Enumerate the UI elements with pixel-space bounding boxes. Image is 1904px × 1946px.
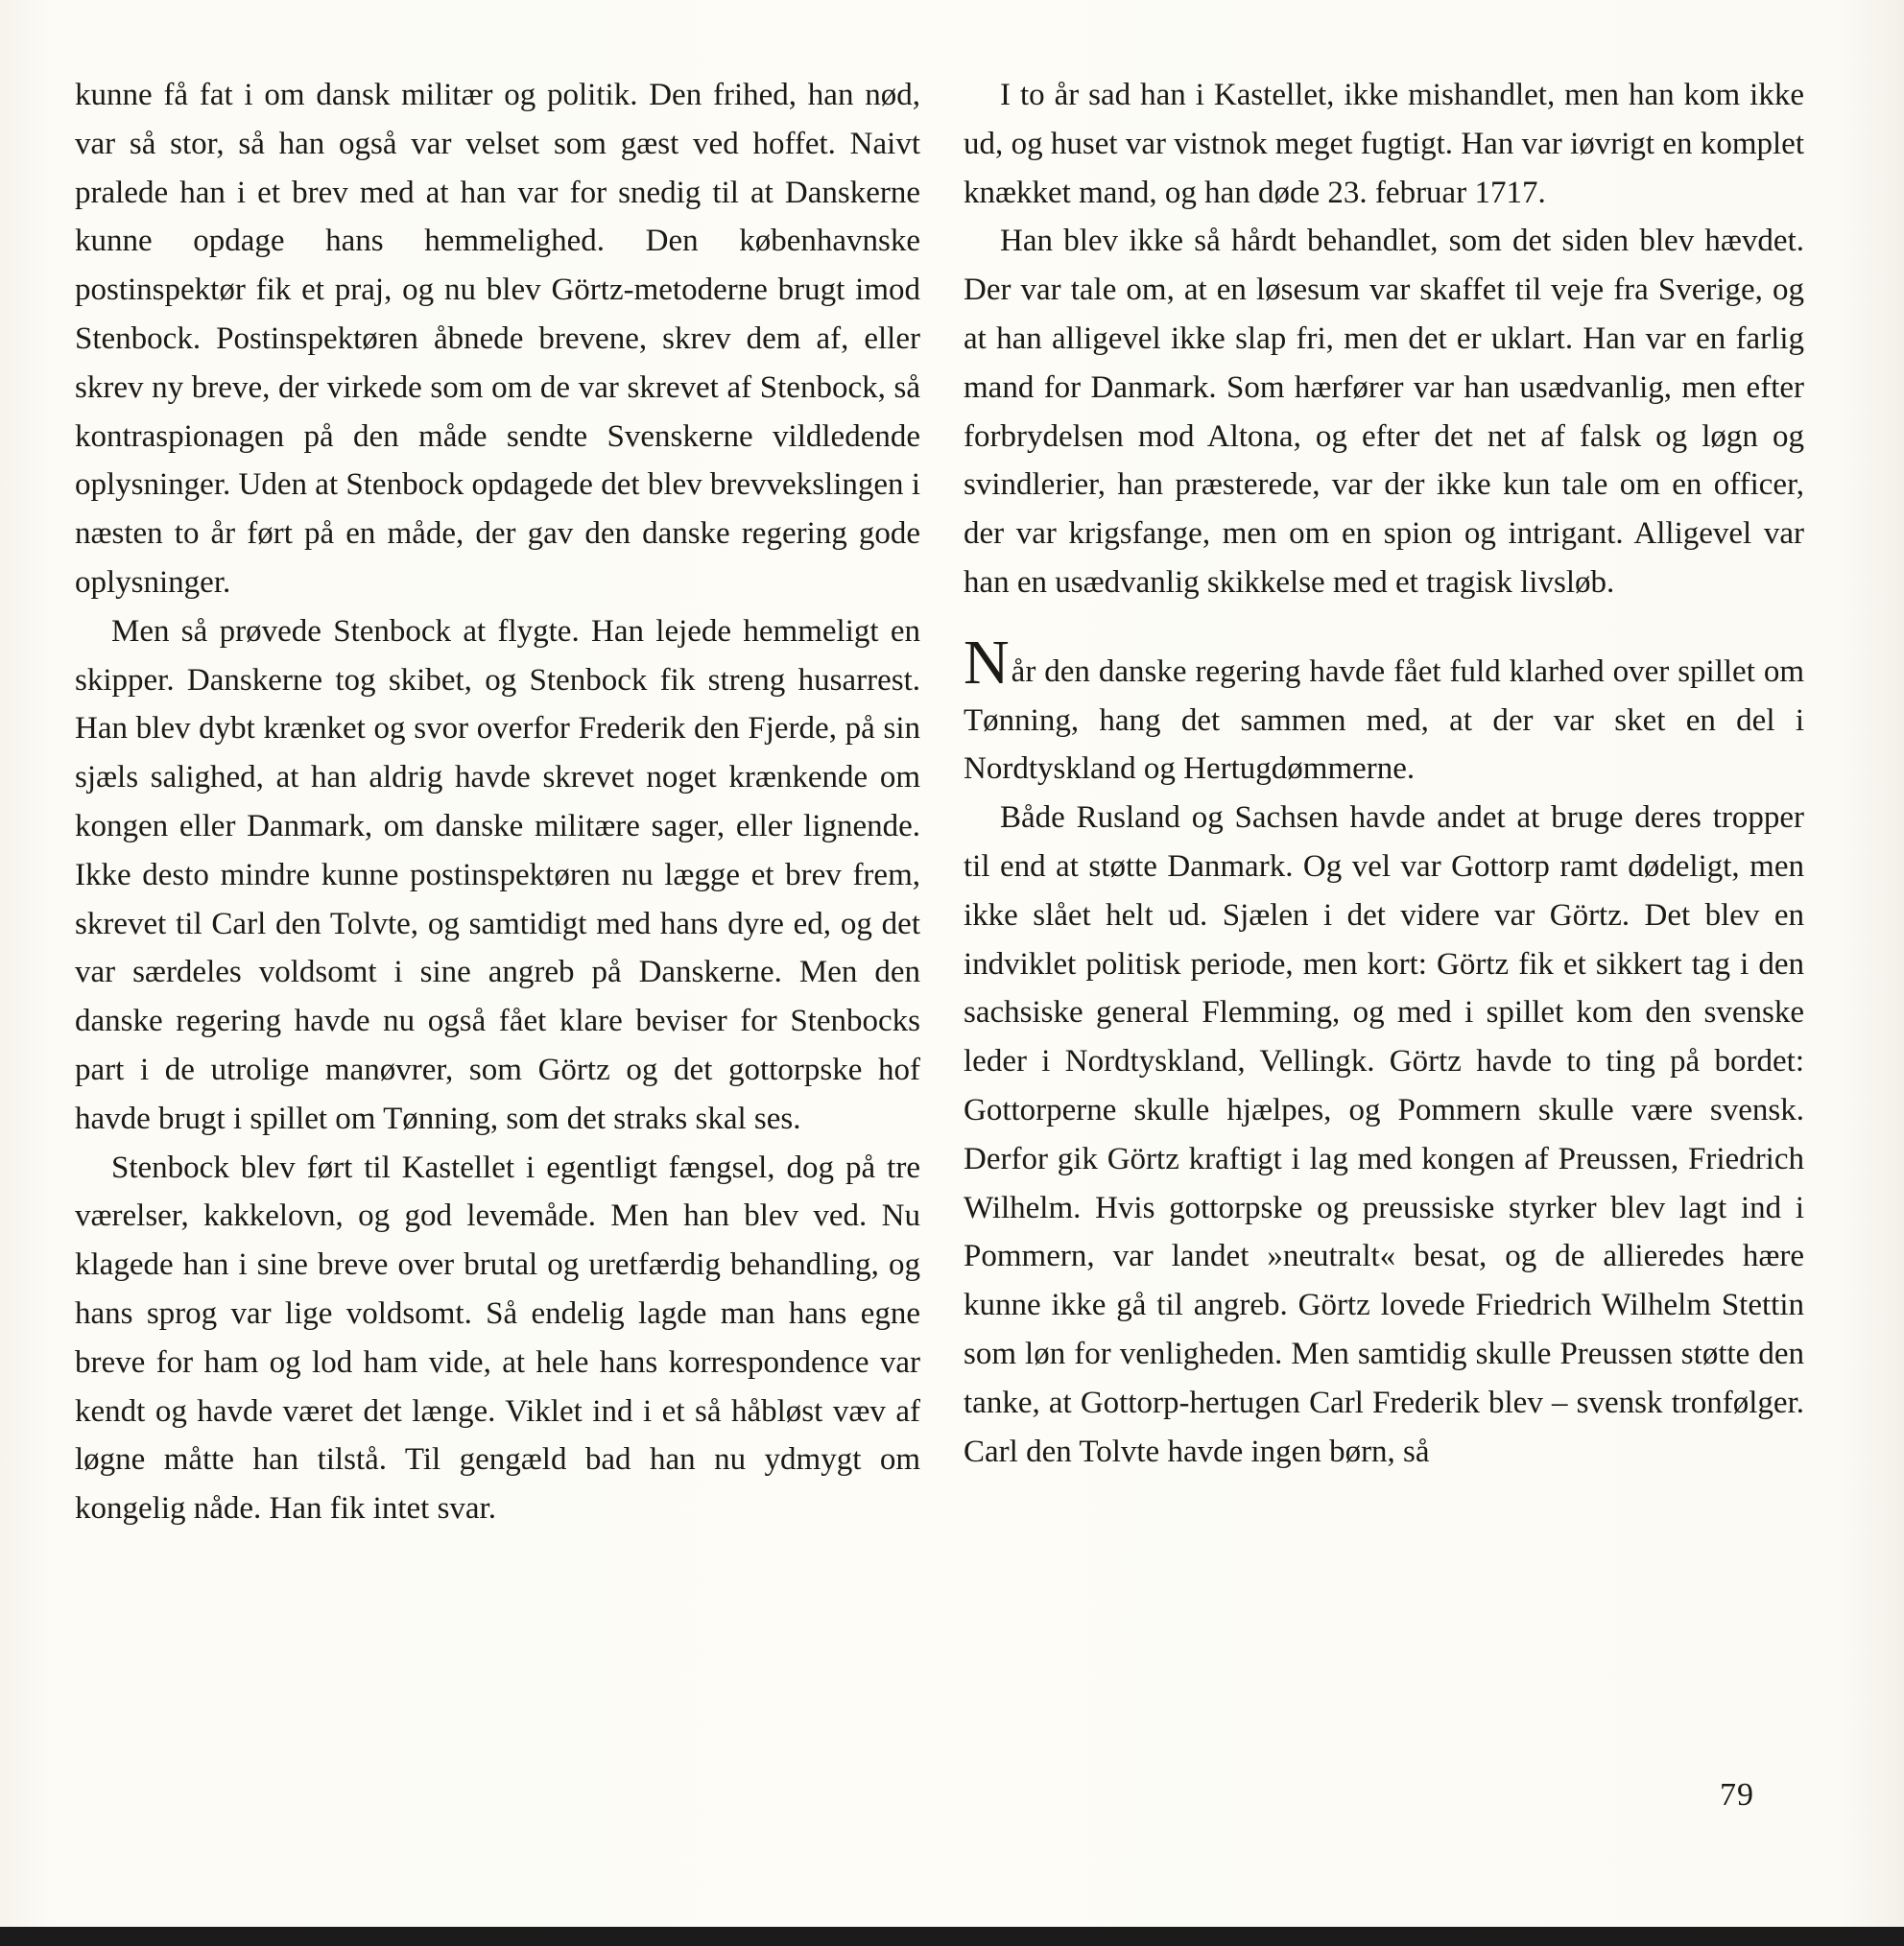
left-text-column	[75, 71, 920, 1533]
left-paragraph-1: kunne få fat i om dansk militær og politik. Den frihed, han nød, var så stor, så han også var velset som gæst ved hoffet. Naivt pralede han i et brev med at han var for snedig til at Danskerne kunne opdage hans hemmelighed. Den københavnske postinspektør fik et praj, og nu blev Görtz-metoderne brugt imod Stenbock. Postinspektøren åbnede brevene, skrev dem af, eller skrev ny breve, der virkede som om de var skrevet af Stenbock, så kontraspionagen på den måde sendte Svenskerne vildledende oplysninger. Uden at Stenbock opdagede det blev brevvekslingen i næsten to år ført på en måde, der gav den danske regering gode oplysninger.	[75, 78, 920, 600]
page-number: 79	[1720, 1777, 1754, 1813]
right-paragraph-1: I to år sad han i Kastellet, ikke mishandlet, men han kom ikke ud, og huset var vistnok meget fugtigt. Han var iøvrigt en komplet knækket mand, og han døde 23. februar 1717.	[964, 78, 1804, 210]
right-text-column	[964, 71, 1804, 1476]
section-first-paragraph	[964, 627, 1804, 794]
bottom-edge-shadow	[0, 1927, 1904, 1946]
drop-cap: N	[964, 627, 1010, 698]
right-paragraph-2: Han blev ikke så hårdt behandlet, som det siden blev hævdet. Der var tale om, at en løsesum var skaffet til veje fra Sverige, og at han alligevel ikke slap fri, men det er uklart. Han var en farlig mand for Danmark. Som hærfører var han usædvanlig, men efter forbrydelsen mod Altona, og efter det net af falsk og løgn og svindlerier, han præsterede, var der ikke kun tale om en officer, der var krigsfange, men om en spion og intrigant. Alligevel var han en usædvanlig skikkelse med et tragisk livsløb.	[964, 224, 1804, 600]
left-paragraph-2: Men så prøvede Stenbock at flygte. Han lejede hemmeligt en skipper. Danskerne tog skibet, og Stenbock fik streng husarrest. Han blev dybt krænket og svor overfor Frederik den Fjerde, på sin sjæls salighed, at han aldrig havde skrevet noget krænkende om kongen eller Danmark, om danske militære sager, eller lignende. Ikke desto mindre kunne postinspektøren nu lægge et brev frem, skrevet til Carl den Tolvte, og samtidigt med hans dyre ed, og det var særdeles voldsomt i sine angreb på Danskerne. Men den danske regering havde nu også fået klare beviser for Stenbocks part i de utrolige manøvrer, som Görtz og det gottorpske hof havde brugt i spillet om Tønning, som det straks skal ses.	[75, 613, 920, 1136]
right-paragraph-4: Både Rusland og Sachsen havde andet at bruge deres tropper til end at støtte Danmark. Og vel var Gottorp ramt dødeligt, men ikke slået helt ud. Sjælen i det videre var Görtz. Det blev en indviklet politisk periode, men kort: Görtz fik et sikkert tag i den sachsiske general Flemming, og med i spillet kom den svenske leder i Nordtyskland, Vellingk. Görtz havde to ting på bordet: Gottorperne skulle hjælpes, og Pommern skulle være svensk. Derfor gik Görtz kraftigt i lag med kongen af Preussen, Friedrich Wilhelm. Hvis gottorpske og preussiske styrker blev lagt ind i Pommern, var landet »neutralt« besat, og de allieredes hære kunne ikke gå til angreb. Görtz lovede Friedrich Wilhelm Stettin som løn for venligheden. Men samtidig skulle Preussen støtte den tanke, at Gottorp-hertugen Carl Frederik blev – svensk tronfølger. Carl den Tolvte havde ingen børn, så	[964, 800, 1804, 1469]
left-paragraph-3: Stenbock blev ført til Kastellet i egentligt fængsel, dog på tre værelser, kakkelovn, og god levemåde. Men han blev ved. Nu klagede han i sine breve over brutal og uretfærdig behandling, og hans sprog var lige voldsomt. Så endelig lagde man hans egne breve for ham og lod ham vide, at hele hans korrespondence var kendt og havde været det længe. Viklet ind i et så håbløst væv af løgne måtte han tilstå. Til gengæld bad han nu ydmygt om kongelig nåde. Han fik intet svar.	[75, 1150, 920, 1527]
section-first-paragraph-text: år den danske regering havde fået fuld klarhed over spillet om Tønning, hang det sammen med, at der var sket en del i Nordtyskland og Hertugdømmerne.	[964, 653, 1804, 787]
section-break	[964, 607, 1804, 644]
